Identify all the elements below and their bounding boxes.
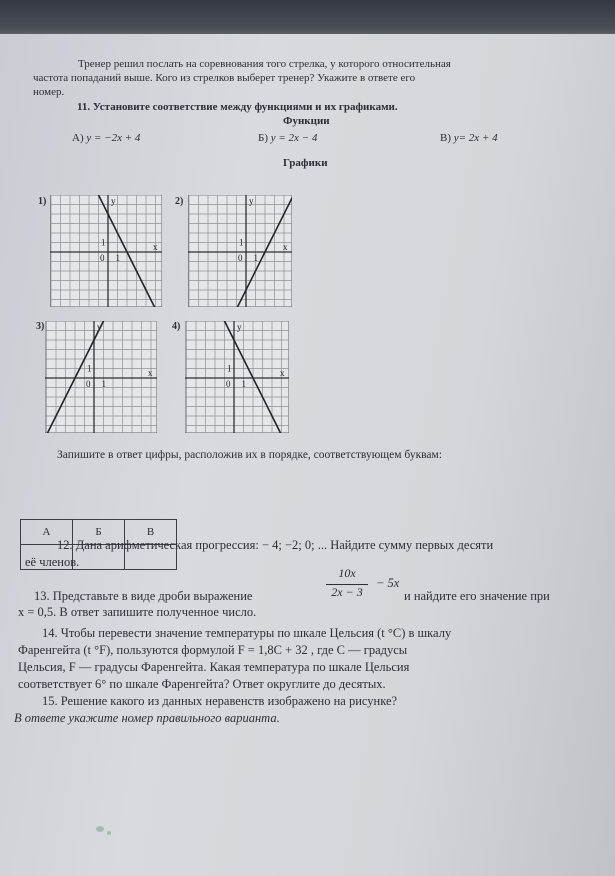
graph-1 [50,195,162,307]
task12-line-1: 12. Дана арифметическая прогрессия: − 4; −2; 0; ... Найдите сумму первых десяти [57,538,494,552]
graph-1-number: 1) [38,196,47,207]
graph-4-number: 4) [172,321,181,332]
task11-instruction: Запишите в ответ цифры, расположив их в порядке, соответствующем буквам: [57,449,443,461]
graph-2-number: 2) [175,196,184,207]
task13-denominator: 2x − 3 [331,585,363,599]
paper-smudge [96,826,104,832]
task15-line-1: 15. Решение какого из данных неравенств изображено на рисунке? [42,694,398,708]
task14-line-2: Фаренгейта (t °F), пользуются формулой F = 1,8C + 32 , где C — градусы [18,643,408,657]
answer-header-a: А [21,520,73,545]
function-b-letter: Б) [258,132,268,144]
x-axis-label: x [153,242,158,252]
function-c [440,132,498,144]
intro-line-3: номер. [33,86,65,98]
y-axis-label: y [249,196,254,206]
x-axis-label: x [283,242,288,252]
paper-smudge [107,831,111,835]
graph-4 [185,321,289,433]
unit-y-label: 1 [227,363,232,374]
task13-prefix: 13. Представьте в виде дроби выражение [34,589,253,603]
functions-heading: Функции [283,115,330,127]
answer-header-b: Б [73,520,125,545]
x-axis-label: x [148,368,153,378]
answer-header-c: В [125,520,177,545]
function-c-letter: В) [440,132,451,144]
unit-x-label: 1 [101,379,106,389]
function-b-formula: y = 2x − 4 [270,132,318,144]
unit-x-label: 1 [253,253,258,263]
y-axis-label: y [111,196,116,206]
task13-minus-term: − 5x [376,576,400,590]
graph-3 [45,321,157,433]
x-axis-label: x [280,368,285,378]
worksheet-page [0,34,615,876]
function-c-formula: y= 2x + 4 [453,132,498,144]
task13-suffix: и найдите его значение при [404,589,550,603]
intro-line-1: Тренер решил послать на соревнования того стрелка, у которого относительная [78,58,451,70]
function-a-formula: y = −2x + 4 [86,132,141,144]
unit-y-label: 1 [101,237,106,248]
task14-line-3: Цельсия, F — градусы Фаренгейта. Какая температура по шкале Цельсия [18,660,410,674]
unit-x-label: 1 [115,253,120,263]
intro-line-2: частота попаданий выше. Кого из стрелков выберет тренер? Укажите в ответе его [33,72,416,84]
task14-line-4: соответствует 6° по шкале Фаренгейта? Ответ округлите до десятых. [18,677,386,691]
function-b [258,132,317,144]
origin-label: 0 [226,379,231,389]
task13-numerator: 10x [338,566,356,580]
unit-y-label: 1 [239,237,244,248]
task15-line-2: В ответе укажите номер правильного варианта. [14,711,280,725]
task12-line-2: её членов. [25,555,80,569]
task13-line-2: x = 0,5. В ответ запишите полученное число. [18,605,257,619]
y-axis-label: y [237,322,242,332]
unit-y-label: 1 [87,363,92,374]
task14-line-1: 14. Чтобы перевести значение температуры по шкале Цельсия (t °C) в шкалу [42,626,452,640]
origin-label: 0 [86,379,91,389]
y-axis-label: y [97,322,102,332]
origin-label: 0 [238,253,243,263]
task11-title: 11. Установите соответствие между функциями и их графиками. [77,101,398,113]
function-a [72,132,140,144]
graph-3-number: 3) [36,321,45,332]
graph-2 [188,195,292,307]
unit-x-label: 1 [241,379,246,389]
origin-label: 0 [100,253,105,263]
graphs-heading: Графики [283,157,328,169]
function-a-letter: А) [72,132,84,144]
